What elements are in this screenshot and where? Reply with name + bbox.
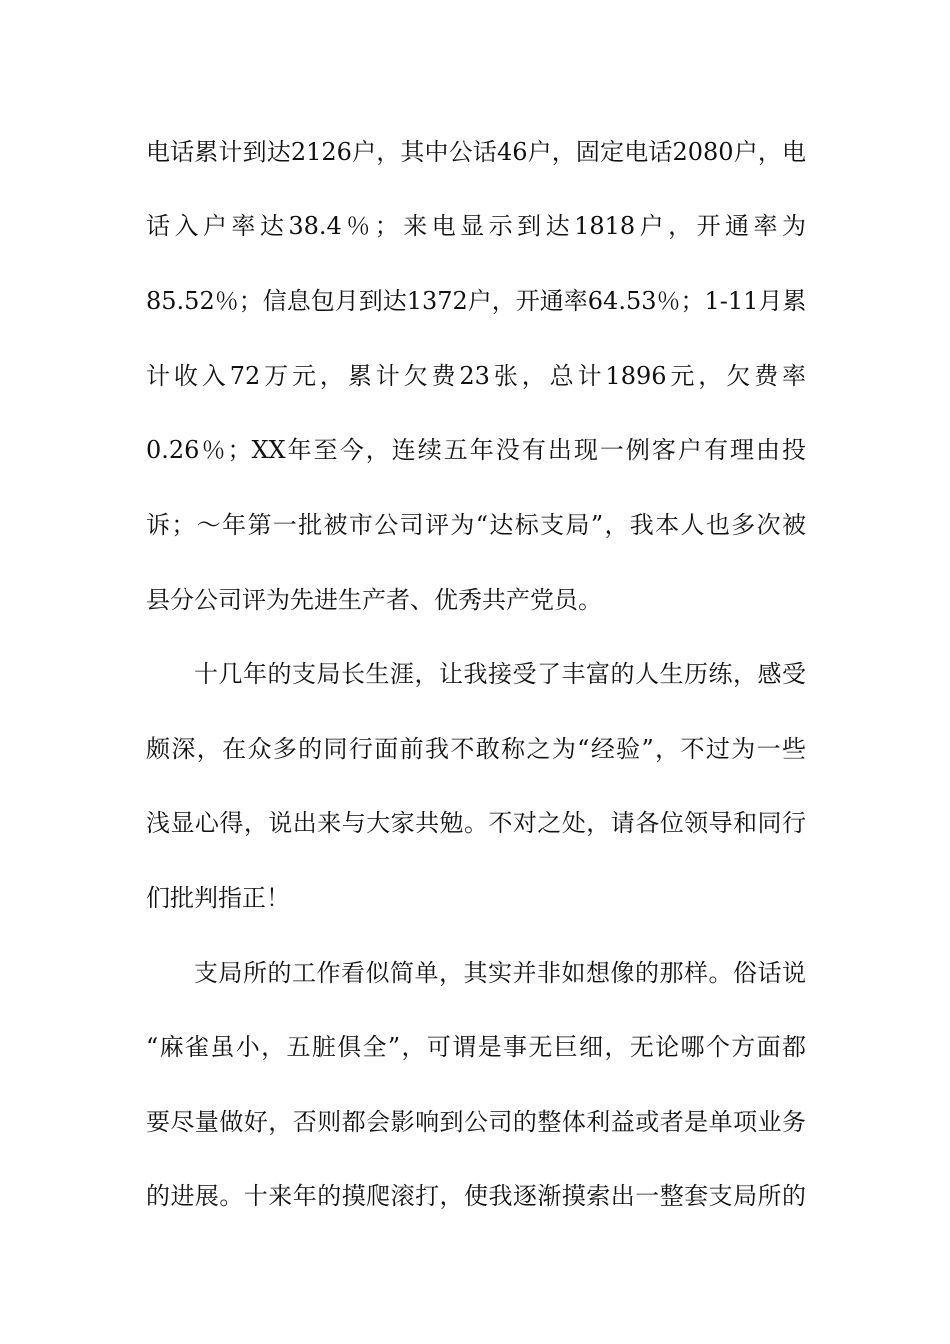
text-line: 浅显心得，说出来与大家共勉。不对之处，请各位领导和同行 bbox=[146, 809, 806, 837]
text-line: “麻雀虽小，五脏俱全”，可谓是事无巨细，无论哪个方面都 bbox=[146, 1033, 806, 1061]
text-line: 县分公司评为先进生产者、优秀共产党员。 bbox=[146, 586, 602, 614]
text-line: 们批判指正！ bbox=[146, 884, 290, 912]
text-line: 计收入72万元，累计欠费23张，总计1896元，欠费率 bbox=[146, 362, 806, 390]
text-line: 电话累计到达2126户，其中公话46户，固定电话2080户，电 bbox=[146, 138, 806, 166]
paragraph-first-line: 支局所的工作看似简单，其实并非如想像的那样。俗话说 bbox=[194, 959, 806, 987]
text-line: 颇深，在众多的同行面前我不敢称之为“经验”，不过为一些 bbox=[146, 735, 806, 763]
text-line: 85.52％；信息包月到达1372户，开通率64.53％；1-11月累 bbox=[146, 287, 807, 315]
text-line: 话入户率达38.4％；来电显示到达1818户，开通率为 bbox=[146, 212, 806, 240]
text-line: 诉；～年第一批被市公司评为“达标支局”，我本人也多次被 bbox=[146, 511, 806, 539]
text-line: 的进展。十来年的摸爬滚打，使我逐渐摸索出一整套支局所的 bbox=[146, 1182, 806, 1210]
text-line: 0.26％；XX年至今，连续五年没有出现一例客户有理由投 bbox=[146, 436, 806, 464]
text-line: 要尽量做好，否则都会影响到公司的整体利益或者是单项业务 bbox=[146, 1108, 806, 1136]
paragraph-first-line: 十几年的支局长生涯，让我接受了丰富的人生历练，感受 bbox=[194, 660, 806, 688]
